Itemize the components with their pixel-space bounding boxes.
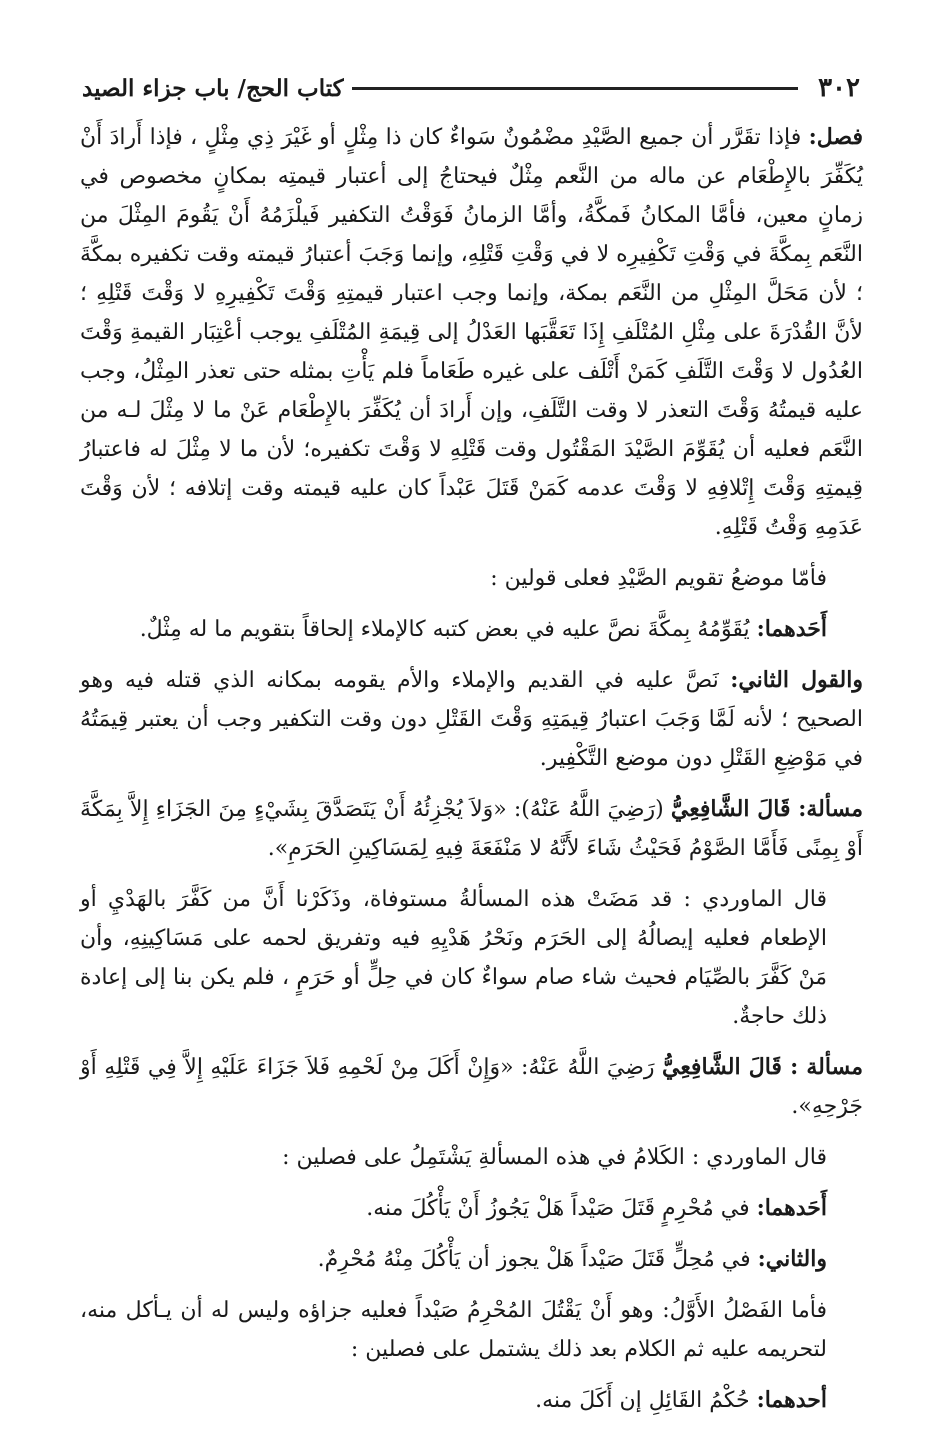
paragraph-label: مسألة : قَالَ الشَّافِعِيُّ xyxy=(661,1054,863,1080)
paragraph-eater-ruling xyxy=(80,1381,863,1420)
paragraph-label: أحدهما: xyxy=(756,1387,827,1413)
paragraph-first-chapter xyxy=(80,1291,863,1369)
paragraph-text: قال الماوردي : الكَلامُ في هذه المسألةِ يَشْتَمِلُ على فصلين : xyxy=(282,1145,827,1170)
paragraph-mawardi-1 xyxy=(80,880,863,1036)
paragraph-valuation-place xyxy=(80,559,863,598)
paragraph-label: والثاني: xyxy=(757,1246,827,1272)
header-rule xyxy=(352,87,798,90)
paragraph-first-section xyxy=(80,1189,863,1228)
paragraph-text: رَضِيَ اللَّهُ عَنْهُ: «وَإِنْ أَكَلَ مِنْ لَحْمِهِ فَلاَ جَزَاءَ عَلَيْهِ إِلاَّ فِي قَتْلِهِ أَوْ جَرْحِهِ». xyxy=(80,1055,863,1119)
paragraph-text: نَصَّ عليه في القديم والإملاء والأم يقومه بمكانه الذي قتله فيه وهو الصحيح ؛ لأنه لَمَّا وَجَبَ اعتبارُ قِيمَتِهِ وَقْتَ القَتْلِ دون وقت التكفير وجب أن يعتبر قِيمَتُهُ في مَوْضِعِ القَتْلِ دون موضع التَّكْفِير. xyxy=(80,668,863,771)
page-body xyxy=(80,118,863,1432)
paragraph-text: فأمّا موضعُ تقويم الصَّيْدِ فعلى قولين : xyxy=(490,566,827,591)
paragraph-mawardi-2 xyxy=(80,1138,863,1177)
paragraph-text: فإذا تقَرَّر أن جميع الصَّيْدِ مضْمُونٌ سَواءٌ كان ذا مِثْلٍ أو غَيْرَ ذِي مِثْلٍ ، فإذا أَرادَ أَنْ يُكَفِّرَ بالإِطْعَام عن ماله من النَّعم مِثْلٌ فيحتاجُ إلى أعتبار قيمتِه بمكانٍ مخصوص في زمانٍ معين، فأمَّا المكانُ فَمكَّةُ، وأمَّا الزمانُ فَوَقْتُ التكفير فَيلْزَمُهُ أَنْ يَقُومَ المِثْلَ من النَّعَم بِمكَّةَ في وَقْتِ تَكْفِيرِه لا في وَقْتِ قَتْلِهِ، وإنما وَجَبَ أعتبارُ قيمته وقت تكفيره بمكَّةَ ؛ لأن مَحَلَّ المِثْلِ من النَّعَم بمكة، وإنما وجب اعتبار قيمتِهِ وَقْتَ تَكْفِيرِهِ لا وَقْتَ قَتْلِهِ ؛ لأنَّ القُدْرَةَ على مِثْلِ المُتْلَفِ إِذَا تَعَقَّبَها العَدْلُ إلى قِيمَةِ المُتْلَفِ يوجب أعْتِبَار القيمةِ وَقْتَ العُدُول لا وَقْتَ التَّلَفِ كَمَنْ أَتْلَف على غيره طَعَاماً فلم يَأْتِ بمثله حتى تعذر المِثْلُ، وجب عليه قيمتُهُ وَقْتَ التعذر لا وقت التَّلَفِ، وإن أَرادَ أن يُكَفِّرَ بالإِطْعَام عَنْ ما لا مِثْلَ لـه من النَّعَم فعليه أن يُقَوِّمَ الصَّيْدَ المَقْتُول وقت قَتْلِهِ لا وَقْتَ تكفيره؛ لأن ما لا مِثْلَ له فاعتبارُ قِيمتِهِ وَقْتَ إِتْلافِهِ لا وَقْتَ عدمه كَمَنْ قَتَلَ عَبْداً كان عليه قيمته وقت إتلافه ؛ لأن وَقْتَ عَدَمِهِ وَقْتُ قَتْلِهِ. xyxy=(80,125,863,540)
paragraph-label: فصل: xyxy=(808,124,863,150)
paragraph-text: يُقَوِّمُهُ بِمكَّةَ نصَّ عليه في بعض كتبه كالإملاء إلحاقاً بتقويم ما له مِثْلٌ. xyxy=(139,617,757,642)
paragraph-text: قال الماوردي : قد مَضَتْ هذه المسألةُ مستوفاة، وذَكَرْنا أَنَّ من كَفَّرَ بالهَدْيِ أو الإطعام فعليه إيصالُهُ إلى الحَرَم ونَحْرُ هَدْيِهِ فيه وتفريق لحمه على مَسَاكِينِهِ، وأن مَنْ كَفَّرَ بالصِّيَام فحيث شاء صام سواءٌ كان في حِلٍّ أو حَرَمٍ ، فلم يكن بنا إلى إعادة ذلك حاجةٌ. xyxy=(80,887,827,1029)
paragraph-fasl xyxy=(80,118,863,547)
paragraph-text: حُكْمُ القَائِلِ إن أَكَلَ منه. xyxy=(535,1388,757,1413)
paragraph-second-opinion xyxy=(80,661,863,778)
paragraph-label: والقول الثاني: xyxy=(730,667,863,693)
paragraph-text: (رَضِيَ اللَّهُ عَنْهُ): «وَلاَ يُجْزِئُهُ أَنْ يَتَصَدَّقَ بِشَيْءٍ مِنَ الجَزَاءِ إِلاَّ بِمَكَّةَ أَوْ بِمِنًى فَأَمَّا الصَّوْمُ فَحَيْثُ شَاءَ لأَنَّهُ لا مَنْفَعَةَ فِيهِ لِمَسَاكِينِ الحَرَمِ». xyxy=(80,797,863,861)
paragraph-text: في مُحْرِمٍ قَتَلَ صَيْداً هَلْ يَجُوزُ أَنْ يَأْكُلَ منه. xyxy=(366,1196,757,1221)
page-header xyxy=(82,68,860,108)
paragraph-second-section xyxy=(80,1240,863,1279)
paragraph-masala-2 xyxy=(80,1048,863,1126)
paragraph-text: فأما الفَصْلُ الأَوَّلُ: وهو أَنْ يَقْتُلَ المُحْرِمُ صَيْداً فعليه جزاؤه وليس له أن يـأكل منه، لتحريمه عليه ثم الكلام بعد ذلك يشتمل على فصلين : xyxy=(80,1298,827,1362)
running-title: كتاب الحج/ باب جزاء الصيد xyxy=(82,74,344,102)
paragraph-first-opinion xyxy=(80,610,863,649)
paragraph-masala-1 xyxy=(80,790,863,868)
page-number: ٣٠٢ xyxy=(818,73,860,103)
paragraph-text: في مُحِلٍّ قَتَلَ صَيْداً هَلْ يجوز أن يَأْكُلَ مِنْهُ مُحْرِمٌ. xyxy=(317,1247,758,1272)
paragraph-label: أَحَدهما: xyxy=(756,616,827,642)
paragraph-label: أَحَدهما: xyxy=(756,1195,827,1221)
paragraph-label: مسألة: قَالَ الشَّافِعِيُّ xyxy=(670,796,863,822)
